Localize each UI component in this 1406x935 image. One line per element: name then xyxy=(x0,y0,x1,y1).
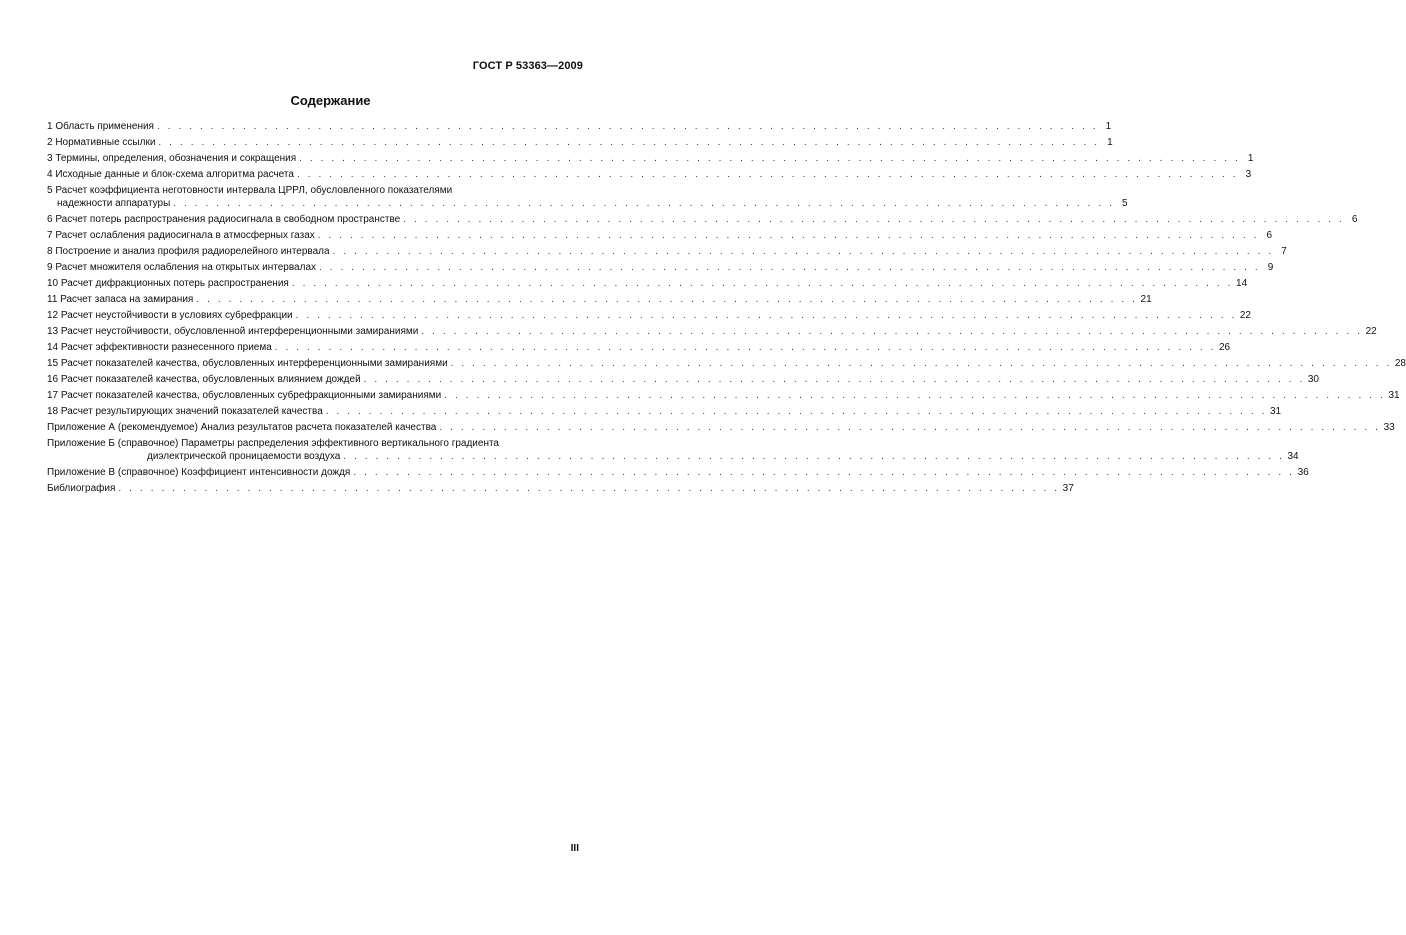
dot-leader: . . . . . . . . . . . . . . . . . . . . . . . . . . . . . . . . . . . . . . . . . . . . . . . . . . . . . . . . . . . . . . . . . . . . . . . . . . . . . . . . . . . . . . . . xyxy=(158,137,1100,148)
toc-entry[interactable] xyxy=(47,373,1319,386)
toc-entry-page: 21 xyxy=(1140,294,1152,305)
toc-entry-title: 14 Расчет эффективности разнесенного приема xyxy=(47,342,272,353)
toc-entry-title: 2 Нормативные ссылки xyxy=(47,137,156,148)
toc-entry-page: 36 xyxy=(1297,467,1309,478)
toc-entry-page: 26 xyxy=(1219,342,1231,353)
toc-entry-page: 6 xyxy=(1266,230,1272,241)
toc-entry[interactable] xyxy=(47,229,1272,242)
toc-entry-page: 9 xyxy=(1267,262,1274,273)
dot-leader: . . . . . . . . . . . . . . . . . . . . . . . . . . . . . . . . . . . . . . . . . . . . . . . . . . . . . . . . . . . . . . . . . . . . . . . . . . . . . . . . . . . . . . . . xyxy=(343,451,1285,462)
dot-leader: . . . . . . . . . . . . . . . . . . . . . . . . . . . . . . . . . . . . . . . . . . . . . . . . . . . . . . . . . . . . . . . . . . . . . . . . . . . . . . . . . . . . . . . . xyxy=(156,121,1099,132)
dot-leader: . . . . . . . . . . . . . . . . . . . . . . . . . . . . . . . . . . . . . . . . . . . . . . . . . . . . . . . . . . . . . . . . . . . . . . . . . . . . . . . . . . . . . . . . xyxy=(295,310,1237,321)
toc-entry-page: 1 xyxy=(1247,153,1254,164)
toc-entry-page: 33 xyxy=(1383,422,1395,433)
toc-entry-title: 4 Исходные данные и блок-схема алгоритма расчета xyxy=(47,169,294,180)
toc-entry-page: 28 xyxy=(1394,358,1406,369)
toc-entry[interactable] xyxy=(47,421,1395,434)
toc-entry[interactable] xyxy=(47,325,1377,338)
dot-leader: . . . . . . . . . . . . . . . . . . . . . . . . . . . . . . . . . . . . . . . . . . . . . . . . . . . . . . . . . . . . . . . . . . . . . . . . . . . . . . . . . . . . . . . . xyxy=(296,169,1239,180)
dot-leader: . . . . . . . . . . . . . . . . . . . . . . . . . . . . . . . . . . . . . . . . . . . . . . . . . . . . . . . . . . . . . . . . . . . . . . . . . . . . . . . . . . . . . . . . xyxy=(444,390,1386,401)
page-number: III xyxy=(570,843,579,854)
dot-leader: . . . . . . . . . . . . . . . . . . . . . . . . . . . . . . . . . . . . . . . . . . . . . . . . . . . . . . . . . . . . . . . . . . . . . . . . . . . . . . . . . . . . . . . . xyxy=(403,214,1345,225)
toc-entry[interactable] xyxy=(47,261,1274,274)
toc-entry[interactable] xyxy=(47,136,1113,149)
table-of-contents xyxy=(47,120,1406,498)
toc-entry-page: 7 xyxy=(1281,246,1287,257)
toc-entry-title: Библиография xyxy=(47,483,116,494)
toc-entry-title-continued: надежности аппаратуры xyxy=(57,198,171,209)
toc-entry-title: 3 Термины, определения, обозначения и сокращения xyxy=(47,153,297,164)
toc-entry[interactable] xyxy=(47,357,1406,370)
dot-leader: . . . . . . . . . . . . . . . . . . . . . . . . . . . . . . . . . . . . . . . . . . . . . . . . . . . . . . . . . . . . . . . . . . . . . . . . . . . . . . . . . . . . . . . . xyxy=(332,246,1274,257)
toc-entry-page: 22 xyxy=(1365,326,1377,337)
toc-entry-title: 18 Расчет результирующих значений показателей качества xyxy=(47,406,323,417)
toc-entry-page: 31 xyxy=(1388,390,1400,401)
toc-entry-page: 5 xyxy=(1121,198,1128,209)
dot-leader: . . . . . . . . . . . . . . . . . . . . . . . . . . . . . . . . . . . . . . . . . . . . . . . . . . . . . . . . . . . . . . . . . . . . . . . . . . . . . . . . . . . . . . . . xyxy=(299,153,1241,164)
toc-entry[interactable] xyxy=(47,277,1248,290)
toc-entry-title: 9 Расчет множителя ослабления на открытых интервалах xyxy=(47,262,317,273)
toc-entry-title: 17 Расчет показателей качества, обусловленных субрефракционными замираниями xyxy=(47,390,442,401)
dot-leader: . . . . . . . . . . . . . . . . . . . . . . . . . . . . . . . . . . . . . . . . . . . . . . . . . . . . . . . . . . . . . . . . . . . . . . . . . . . . . . . . . . . . . . . . xyxy=(353,467,1295,478)
dot-leader: . . . . . . . . . . . . . . . . . . . . . . . . . . . . . . . . . . . . . . . . . . . . . . . . . . . . . . . . . . . . . . . . . . . . . . . . . . . . . . . . . . . . . . . . xyxy=(291,278,1234,289)
dot-leader: . . . . . . . . . . . . . . . . . . . . . . . . . . . . . . . . . . . . . . . . . . . . . . . . . . . . . . . . . . . . . . . . . . . . . . . . . . . . . . . . . . . . . . . . xyxy=(439,422,1381,433)
dot-leader: . . . . . . . . . . . . . . . . . . . . . . . . . . . . . . . . . . . . . . . . . . . . . . . . . . . . . . . . . . . . . . . . . . . . . . . . . . . . . . . . . . . . . . . . xyxy=(196,294,1138,305)
toc-title: Содержание xyxy=(290,93,371,108)
dot-leader: . . . . . . . . . . . . . . . . . . . . . . . . . . . . . . . . . . . . . . . . . . . . . . . . . . . . . . . . . . . . . . . . . . . . . . . . . . . . . . . . . . . . . . . . xyxy=(325,406,1267,417)
toc-entry-title: Приложение А (рекомендуемое) Анализ результатов расчета показателей качества xyxy=(47,422,437,433)
toc-entry[interactable] xyxy=(47,482,1074,495)
dot-leader: . . . . . . . . . . . . . . . . . . . . . . . . . . . . . . . . . . . . . . . . . . . . . . . . . . . . . . . . . . . . . . . . . . . . . . . . . . . . . . . . . . . . . . . . xyxy=(274,342,1216,353)
toc-entry-title: 12 Расчет неустойчивости в условиях субрефракции xyxy=(47,310,293,321)
toc-entry-page: 1 xyxy=(1105,121,1112,132)
toc-entry-page: 37 xyxy=(1062,483,1074,494)
toc-entry-title-continued: диэлектрической проницаемости воздуха xyxy=(147,451,341,462)
toc-entry[interactable] xyxy=(47,184,1128,210)
toc-entry-title: Приложение Б (справочное) Параметры распределения эффективного вертикального градиента xyxy=(47,438,499,449)
toc-entry[interactable] xyxy=(47,213,1358,226)
toc-entry-page: 31 xyxy=(1269,406,1282,417)
dot-leader: . . . . . . . . . . . . . . . . . . . . . . . . . . . . . . . . . . . . . . . . . . . . . . . . . . . . . . . . . . . . . . . . . . . . . . . . . . . . . . . . . . . . . . . . xyxy=(317,230,1259,241)
dot-leader: . . . . . . . . . . . . . . . . . . . . . . . . . . . . . . . . . . . . . . . . . . . . . . . . . . . . . . . . . . . . . . . . . . . . . . . . . . . . . . . . . . . . . . . . xyxy=(173,198,1115,209)
dot-leader: . . . . . . . . . . . . . . . . . . . . . . . . . . . . . . . . . . . . . . . . . . . . . . . . . . . . . . . . . . . . . . . . . . . . . . . . . . . . . . . . . . . . . . . . xyxy=(118,483,1060,494)
toc-entry-page: 3 xyxy=(1245,169,1252,180)
toc-entry-page: 30 xyxy=(1307,374,1319,385)
toc-entry-title: 15 Расчет показателей качества, обусловленных интерференционными замираниями xyxy=(47,358,448,369)
toc-entry[interactable] xyxy=(47,152,1254,165)
dot-leader: . . . . . . . . . . . . . . . . . . . . . . . . . . . . . . . . . . . . . . . . . . . . . . . . . . . . . . . . . . . . . . . . . . . . . . . . . . . . . . . . . . . . . . . . xyxy=(363,374,1305,385)
toc-entry-page: 14 xyxy=(1236,278,1248,289)
toc-entry-title: 7 Расчет ослабления радиосигнала в атмосферных газах xyxy=(47,230,315,241)
toc-entry[interactable] xyxy=(47,437,1299,463)
toc-entry-page: 34 xyxy=(1287,451,1299,462)
toc-entry-title: 16 Расчет показателей качества, обусловленных влиянием дождей xyxy=(47,374,361,385)
dot-leader: . . . . . . . . . . . . . . . . . . . . . . . . . . . . . . . . . . . . . . . . . . . . . . . . . . . . . . . . . . . . . . . . . . . . . . . . . . . . . . . . . . . . . . . . xyxy=(319,262,1261,273)
dot-leader: . . . . . . . . . . . . . . . . . . . . . . . . . . . . . . . . . . . . . . . . . . . . . . . . . . . . . . . . . . . . . . . . . . . . . . . . . . . . . . . . . . . . . . . . xyxy=(450,358,1392,369)
toc-entry[interactable] xyxy=(47,309,1251,322)
toc-entry-title: Приложение В (справочное) Коэффициент интенсивности дождя xyxy=(47,467,351,478)
document-code: ГОСТ Р 53363—2009 xyxy=(472,60,583,72)
dot-leader: . . . . . . . . . . . . . . . . . . . . . . . . . . . . . . . . . . . . . . . . . . . . . . . . . . . . . . . . . . . . . . . . . . . . . . . . . . . . . . . . . . . . . . . . xyxy=(421,326,1363,337)
toc-entry-title: 5 Расчет коэффициента неготовности интервала ЦРРЛ, обусловленного показателями xyxy=(47,185,453,196)
toc-entry-title: 1 Область применения xyxy=(47,121,154,132)
toc-entry-page: 1 xyxy=(1107,137,1113,148)
toc-entry-title: 6 Расчет потерь распространения радиосигнала в свободном пространстве xyxy=(47,214,401,225)
toc-entry-title: 10 Расчет дифракционных потерь распространения xyxy=(47,278,289,289)
toc-entry[interactable] xyxy=(47,405,1282,418)
toc-entry[interactable] xyxy=(47,389,1400,402)
toc-entry-page: 22 xyxy=(1239,310,1251,321)
toc-entry[interactable] xyxy=(47,466,1309,479)
toc-entry[interactable] xyxy=(47,293,1152,306)
toc-entry-title: 13 Расчет неустойчивости, обусловленной интерференционными замираниями xyxy=(47,326,419,337)
toc-entry-title: 8 Построение и анализ профиля радиорелейного интервала xyxy=(47,246,330,257)
toc-entry-page: 6 xyxy=(1351,214,1358,225)
toc-entry[interactable] xyxy=(47,245,1287,258)
toc-entry[interactable] xyxy=(47,341,1231,354)
toc-entry[interactable] xyxy=(47,168,1252,181)
toc-entry[interactable] xyxy=(47,120,1112,133)
toc-entry-title: 11 Расчет запаса на замирания xyxy=(47,294,194,305)
